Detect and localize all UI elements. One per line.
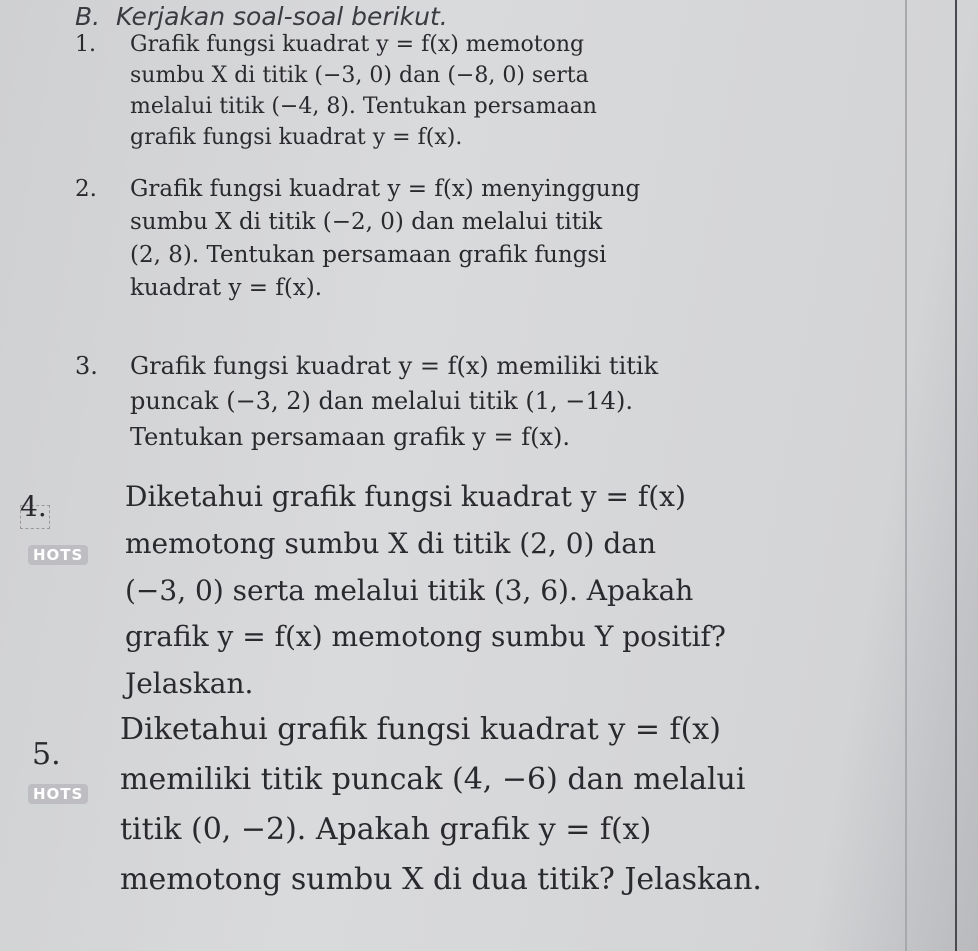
question-line: Grafik fungsi kuadrat y = f(x) memiliki titik xyxy=(130,352,659,380)
question-line: Tentukan persamaan grafik y = f(x). xyxy=(130,423,570,451)
question-line: memiliki titik puncak (4, −6) dan melalui xyxy=(120,762,746,797)
question-number: 1. xyxy=(75,32,96,57)
question-line: memotong sumbu X di titik (2, 0) dan xyxy=(125,527,657,560)
question-line: sumbu X di titik (−3, 0) dan (−8, 0) serta xyxy=(130,63,589,88)
page-edge xyxy=(905,0,907,951)
question-line: kuadrat y = f(x). xyxy=(130,275,323,301)
question-line: puncak (−3, 2) dan melalui titik (1, −14). xyxy=(130,387,633,415)
question-line: (2, 8). Tentukan persamaan grafik fungsi xyxy=(130,242,607,268)
adjacent-page-border xyxy=(955,0,957,951)
question-line: (−3, 0) serta melalui titik (3, 6). Apakah xyxy=(125,574,694,607)
question-line: titik (0, −2). Apakah grafik y = f(x) xyxy=(120,812,652,847)
question-number: 4. xyxy=(20,490,47,523)
section-heading: B. Kerjakan soal-soal berikut. xyxy=(75,2,448,31)
hots-badge: HOTS xyxy=(28,545,88,565)
question-number: 3. xyxy=(75,352,98,380)
question-line: Diketahui grafik fungsi kuadrat y = f(x) xyxy=(125,480,686,513)
question-line: memotong sumbu X di dua titik? Jelaskan. xyxy=(120,862,762,897)
question-line: Grafik fungsi kuadrat y = f(x) menyinggung xyxy=(130,176,641,202)
question-line: Grafik fungsi kuadrat y = f(x) memotong xyxy=(130,32,585,57)
question-line: grafik fungsi kuadrat y = f(x). xyxy=(130,125,463,150)
question-line: melalui titik (−4, 8). Tentukan persamaan xyxy=(130,94,597,119)
question-number: 2. xyxy=(75,176,97,202)
hots-badge: HOTS xyxy=(28,784,88,804)
question-line: Diketahui grafik fungsi kuadrat y = f(x) xyxy=(120,712,721,747)
question-line: grafik y = f(x) memotong sumbu Y positif? xyxy=(125,620,726,653)
question-line: Jelaskan. xyxy=(125,667,254,700)
question-line: sumbu X di titik (−2, 0) dan melalui titik xyxy=(130,209,603,235)
question-number: 5. xyxy=(32,737,61,772)
